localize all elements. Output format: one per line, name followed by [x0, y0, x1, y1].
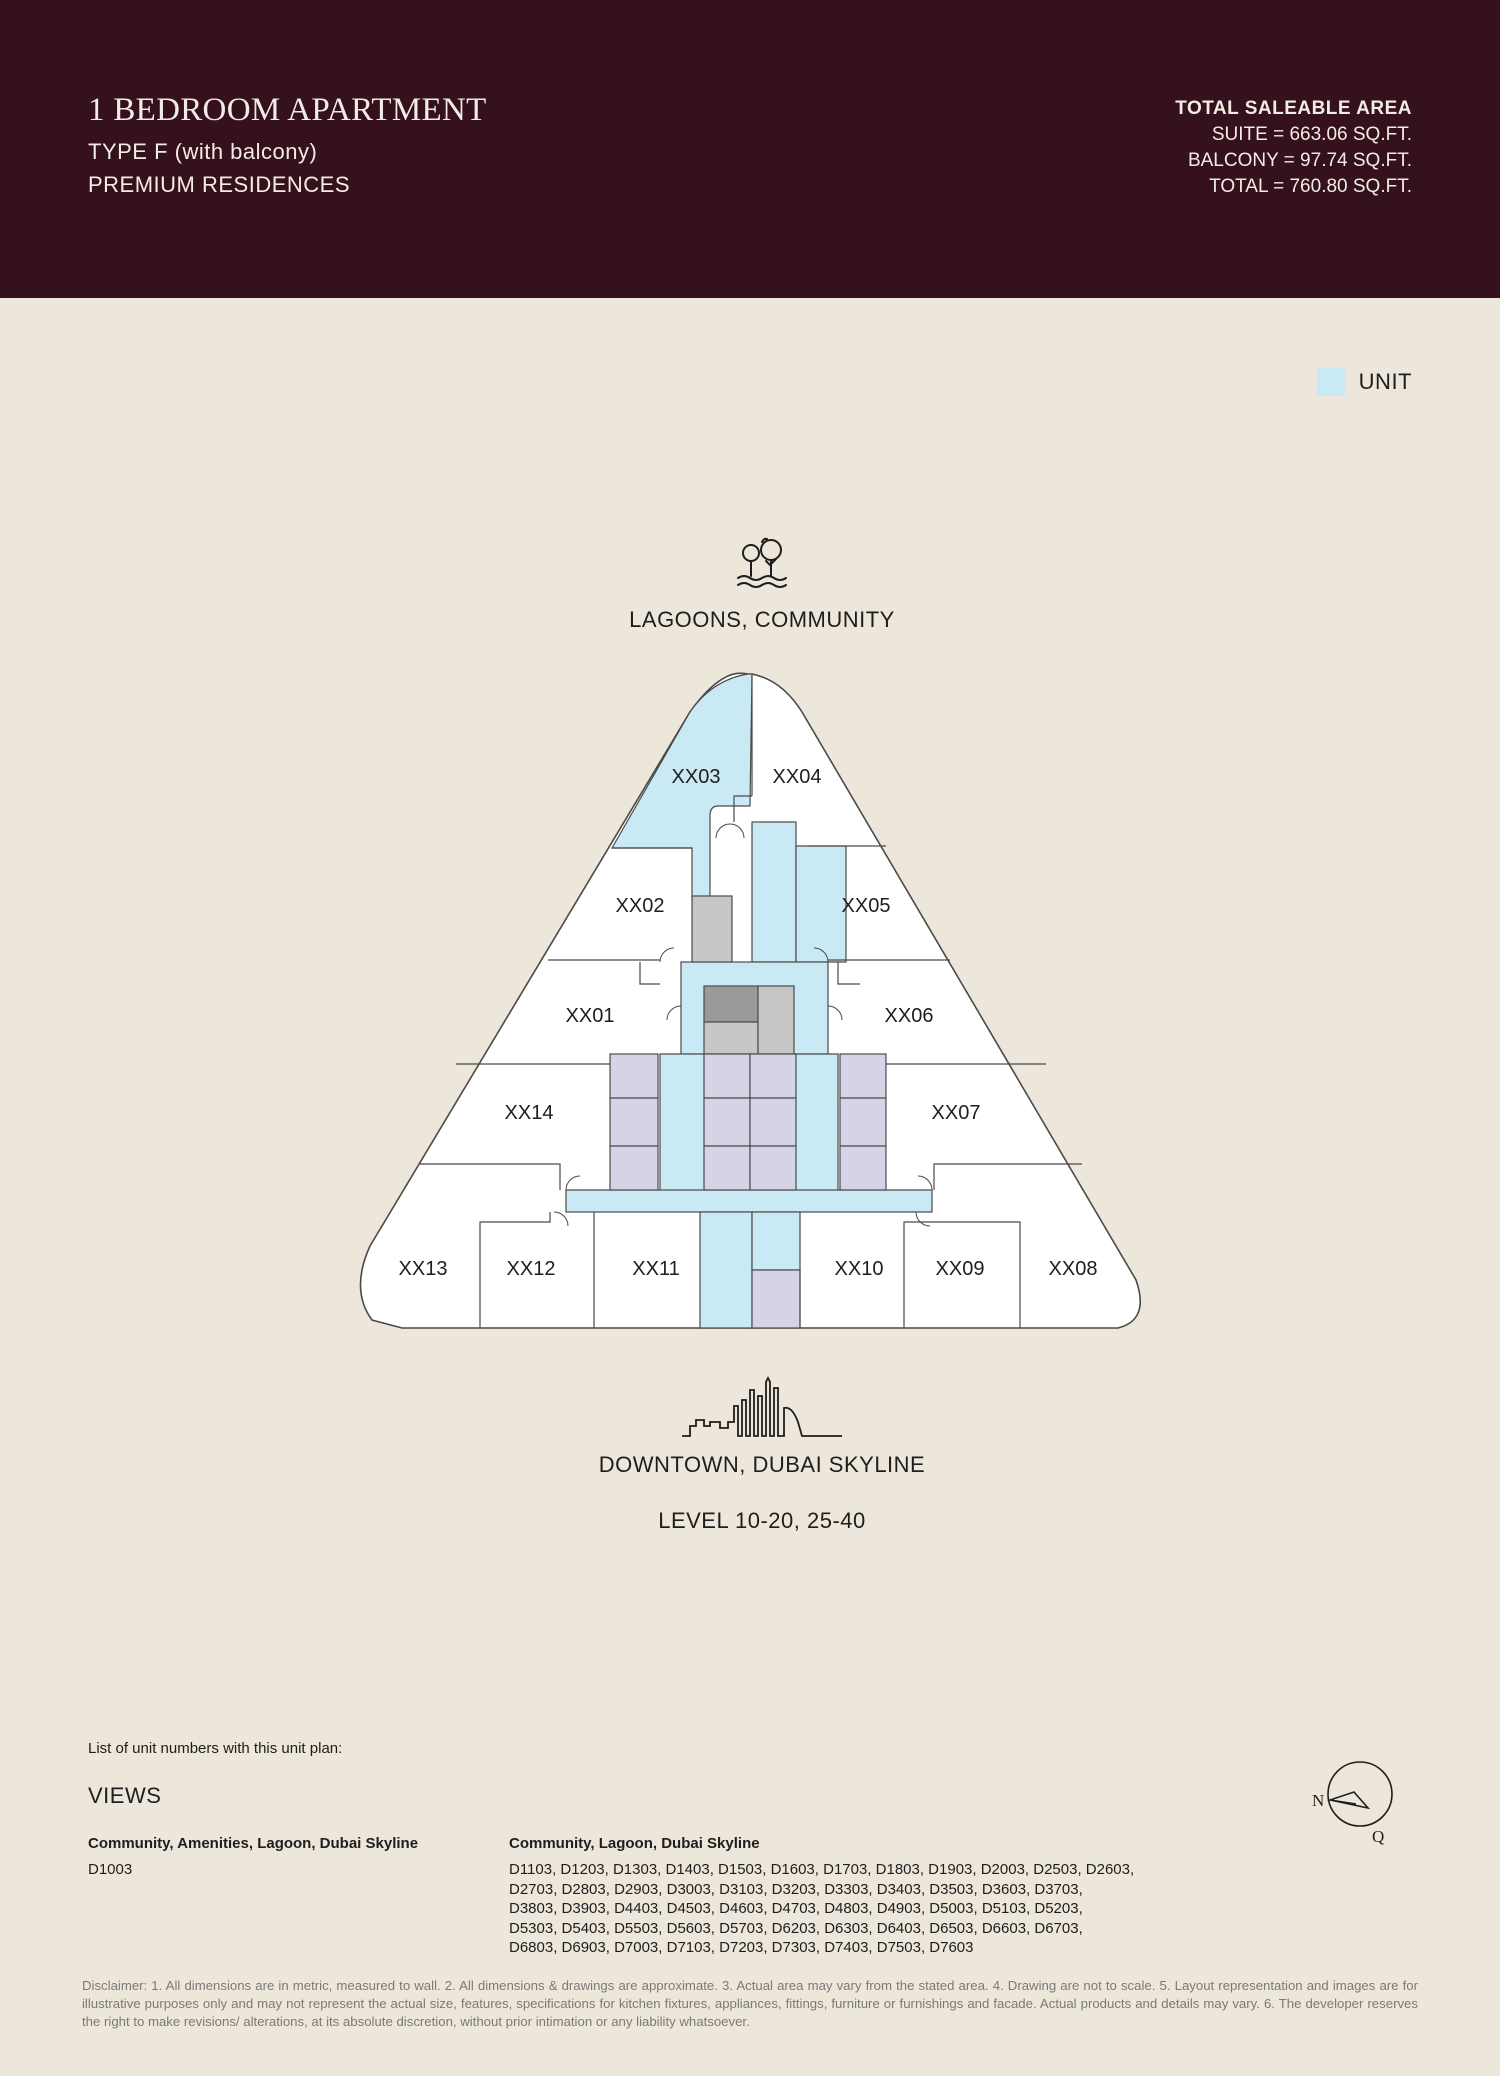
unit-label-xx05: XX05	[841, 895, 891, 917]
page-title: 1 BEDROOM APARTMENT	[88, 92, 487, 128]
unit-label-xx02: XX02	[615, 895, 665, 917]
header-banner	[0, 0, 1500, 298]
views-heading: VIEWS	[88, 1783, 162, 1808]
unit-label-xx04: XX04	[772, 766, 822, 788]
unit-list-line: D5303, D5403, D5503, D5603, D5703, D6203, D6303, D6403, D6503, D6603, D6703,	[509, 1919, 1083, 1937]
corridor-north	[752, 822, 796, 962]
area-title: TOTAL SALEABLE AREA	[1175, 98, 1412, 119]
city-skyline-icon	[680, 1376, 844, 1438]
views-col2-units	[509, 1860, 1229, 1958]
trees-water-icon	[736, 536, 792, 594]
unit-label-xx11: XX11	[632, 1258, 680, 1280]
corridor-shaft	[796, 846, 846, 962]
unit-label-xx03: XX03	[671, 766, 721, 788]
unit-label-xx01: XX01	[565, 1005, 615, 1027]
corridor-south	[700, 1212, 752, 1328]
saleable-area-block	[1175, 96, 1412, 200]
area-total: TOTAL = 760.80 SQ.FT.	[1209, 176, 1412, 197]
compass-marker-label: Q	[1372, 1827, 1385, 1846]
service-block-a	[692, 896, 732, 962]
unit-label-xx13: XX13	[398, 1258, 448, 1280]
top-view-label: LAGOONS, COMMUNITY	[629, 607, 895, 632]
corridor-south-b	[752, 1212, 800, 1270]
unit-list-title: List of unit numbers with this unit plan:	[88, 1740, 343, 1757]
service-block-c	[758, 986, 794, 1054]
unit-label-xx09: XX09	[935, 1258, 985, 1280]
unit-label-xx07: XX07	[931, 1102, 981, 1124]
unit-list-line: D6803, D6903, D7003, D7103, D7203, D7303, D7403, D7503, D7603	[509, 1939, 974, 1956]
floor-plan	[350, 670, 1150, 1340]
unit-type: TYPE F (with balcony)	[88, 139, 318, 164]
unit-label-xx12: XX12	[506, 1258, 556, 1280]
lift-block	[704, 986, 758, 1022]
service-block-d	[752, 1270, 800, 1328]
unit-label-xx10: XX10	[834, 1258, 884, 1280]
level-label: LEVEL 10-20, 25-40	[658, 1508, 866, 1533]
bottom-view-label: DOWNTOWN, DUBAI SKYLINE	[598, 1452, 926, 1477]
unit-label-xx14: XX14	[504, 1102, 554, 1124]
unit-list-line: D2703, D2803, D2903, D3003, D3103, D3203, D3303, D3403, D3503, D3603, D3703,	[509, 1880, 1083, 1898]
unit-list-line: D3803, D3903, D4403, D4503, D4603, D4703, D4803, D4903, D5003, D5103, D5203,	[509, 1900, 1083, 1917]
views-col1-units: D1003	[88, 1861, 133, 1878]
views-col1-heading: Community, Amenities, Lagoon, Dubai Skyline	[88, 1835, 419, 1852]
unit-label-xx08: XX08	[1048, 1258, 1098, 1280]
disclaimer: Disclaimer: 1. All dimensions are in metric, measured to wall. 2. All dimensions & drawings are approximate. 3. Actual area may vary from the stated area. 4. Drawing are not to scale. 5. Layout representation and images are for illustrative purposes only and may not represent the actual size, features, specifications for kitchen fixtures, appliances, fittings, furniture or furnishings and facade. Actual products and details may vary. 6. The developer reserves the right to make revisions/ alterations, at its absolute discretion, without prior intimation or any liability whatsoever.	[82, 1978, 1418, 2029]
corridor-cross	[566, 1190, 932, 1212]
compass-icon	[1308, 1756, 1400, 1848]
collection-name: PREMIUM RESIDENCES	[88, 172, 351, 197]
area-suite: SUITE = 663.06 SQ.FT.	[1211, 124, 1412, 145]
service-block-b	[704, 1022, 758, 1054]
area-balcony: BALCONY = 97.74 SQ.FT.	[1187, 150, 1412, 171]
compass-north-label: N	[1312, 1791, 1325, 1810]
unit-list-line: D1103, D1203, D1303, D1403, D1503, D1603, D1703, D1803, D1903, D2003, D2503, D2603,	[509, 1861, 1135, 1878]
unit-label-xx06: XX06	[884, 1005, 934, 1027]
views-col2-heading: Community, Lagoon, Dubai Skyline	[509, 1835, 760, 1852]
legend-label: UNIT	[1358, 369, 1412, 394]
legend-swatch	[1317, 368, 1345, 396]
legend	[1317, 368, 1412, 396]
